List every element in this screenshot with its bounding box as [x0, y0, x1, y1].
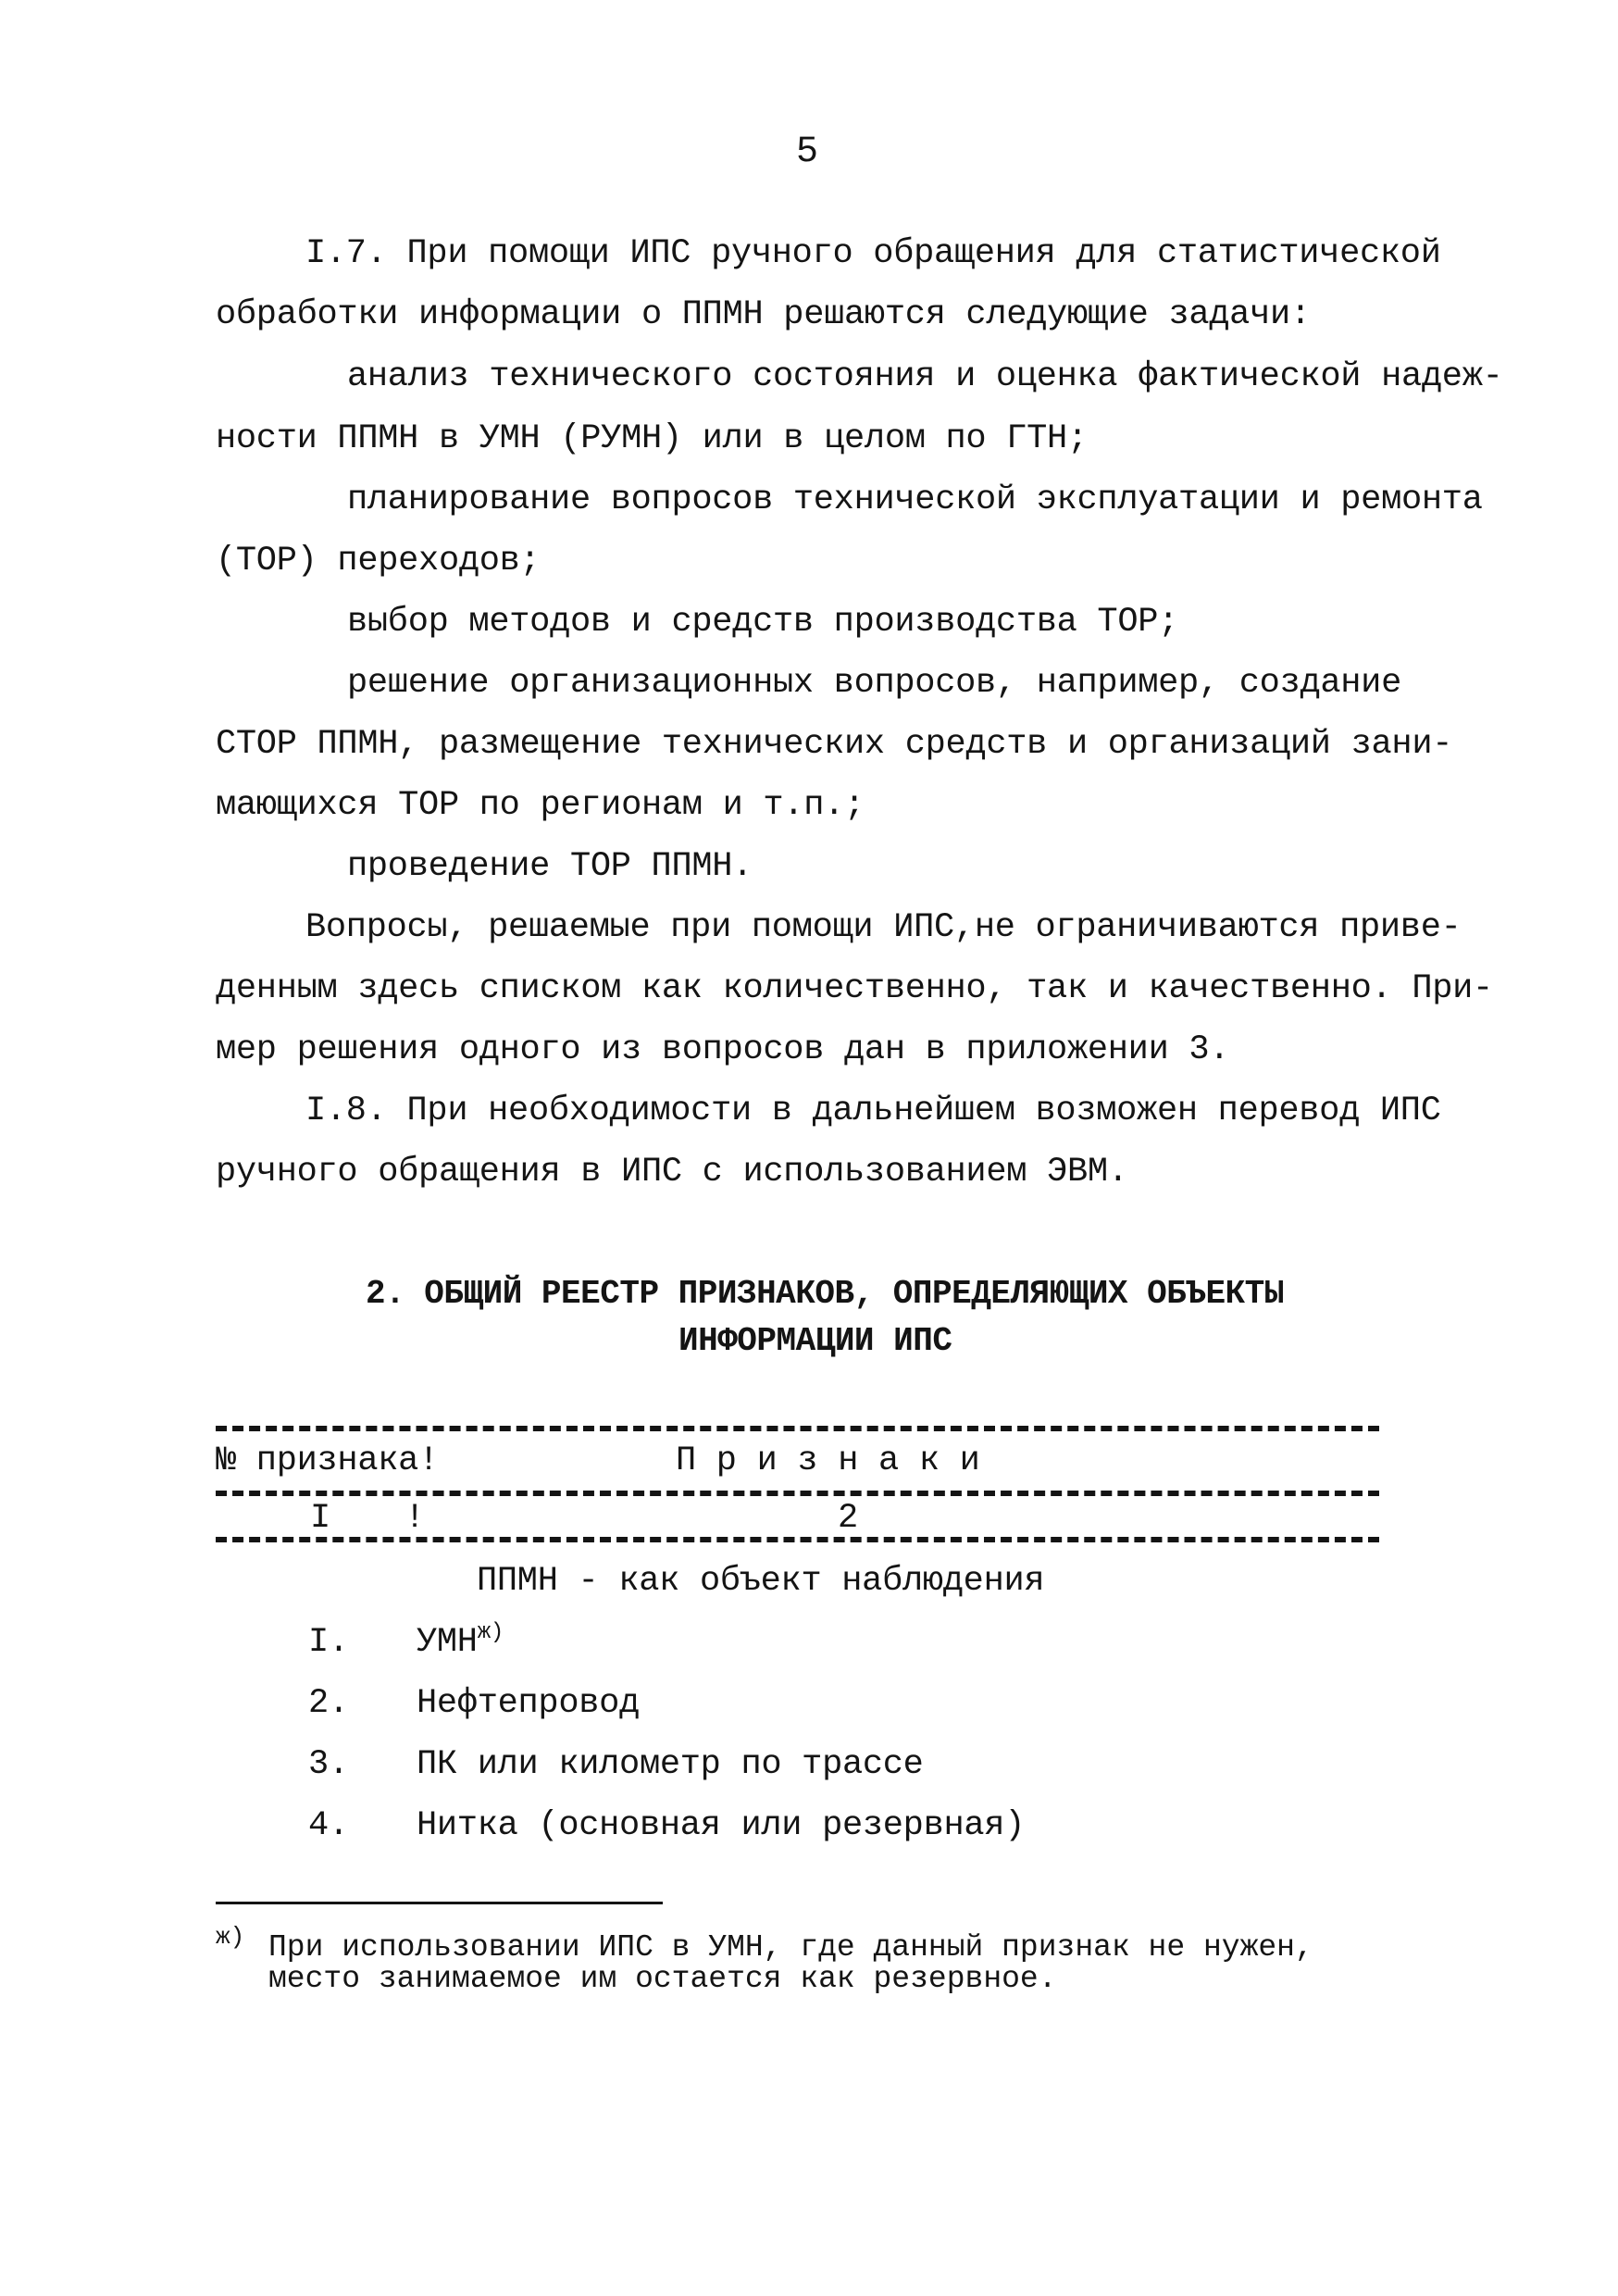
- table-row-2-feature: Нефтепровод: [417, 1684, 640, 1723]
- footnote-line-1: При использовании ИПС в УМН, где данный признак не нужен,: [268, 1930, 1313, 1965]
- table-row-4-number: 4.: [308, 1806, 349, 1845]
- page-number: 5: [796, 131, 819, 173]
- table-row-3-feature: ПК или километр по трассе: [417, 1745, 924, 1784]
- table-header-rule: [216, 1491, 1379, 1496]
- table-column-number-1: I: [310, 1499, 330, 1538]
- table-group-title: ППМН - как объект наблюдения: [477, 1562, 1045, 1601]
- task-item-3: выбор методов и средств производства ТОР;: [347, 603, 1179, 642]
- table-row-3-number: 3.: [308, 1745, 349, 1784]
- paragraph-questions-line-2: денным здесь списком как количественно, так и качественно. При-: [216, 969, 1493, 1008]
- task-item-4-line-2: СТОР ППМН, размещение технических средств и организаций зани-: [216, 725, 1453, 764]
- footnote-marker: ж): [216, 1923, 245, 1951]
- table-column-number-2: 2: [838, 1499, 858, 1538]
- table-column-number-rule: [216, 1537, 1379, 1542]
- table-row-4-feature: Нитка (основная или резервная): [417, 1806, 1026, 1845]
- table-row-1-number: I.: [308, 1623, 349, 1662]
- table-header-number-column: № признака!: [216, 1441, 439, 1480]
- task-item-1-line-1: анализ технического состояния и оценка фактической надеж-: [347, 357, 1503, 396]
- paragraph-questions-line-3: мер решения одного из вопросов дан в приложении 3.: [216, 1030, 1230, 1069]
- section-title-line-2: ИНФОРМАЦИИ ИПС: [678, 1322, 952, 1360]
- task-item-4-line-3: мающихся ТОР по регионам и т.п.;: [216, 786, 865, 825]
- paragraph-1-7-line-2: обработки информации о ППМН решаются следующие задачи:: [216, 295, 1311, 334]
- table-row-1-text: УМН: [417, 1623, 478, 1662]
- paragraph-1-8-line-2: ручного обращения в ИПС с использованием ЭВМ.: [216, 1153, 1128, 1192]
- task-item-2-line-1: планирование вопросов технической эксплуатации и ремонта: [347, 480, 1483, 519]
- task-item-1-line-2: ности ППМН в УМН (РУМН) или в целом по ГТН;: [216, 419, 1088, 458]
- table-top-rule: [216, 1426, 1379, 1431]
- table-column-separator: !: [404, 1499, 425, 1538]
- paragraph-questions-line-1: Вопросы, решаемые при помощи ИПС,не ограничиваются приве-: [305, 908, 1462, 947]
- task-item-4-line-1: решение организационных вопросов, например, создание: [347, 664, 1401, 703]
- task-item-5: проведение ТОР ППМН.: [347, 847, 753, 886]
- table-row-2-number: 2.: [308, 1684, 349, 1723]
- footnote-separator: [216, 1902, 663, 1904]
- paragraph-1-7-line-1: I.7. При помощи ИПС ручного обращения для статистической: [305, 234, 1441, 273]
- footnote-line-2: место занимаемое им остается как резервное.: [268, 1962, 1057, 1996]
- table-row-1-feature: [417, 1622, 504, 1666]
- table-header-features-column: П р и з н а к и: [676, 1441, 980, 1480]
- paragraph-1-8-line-1: I.8. При необходимости в дальнейшем возможен перевод ИПС: [305, 1092, 1441, 1130]
- section-title-line-1: 2. ОБЩИЙ РЕЕСТР ПРИЗНАКОВ, ОПРЕДЕЛЯЮЩИХ ОБЪЕКТЫ: [366, 1275, 1284, 1313]
- footnote-reference-mark: ж): [477, 1620, 504, 1645]
- task-item-2-line-2: (ТОР) переходов;: [216, 542, 541, 580]
